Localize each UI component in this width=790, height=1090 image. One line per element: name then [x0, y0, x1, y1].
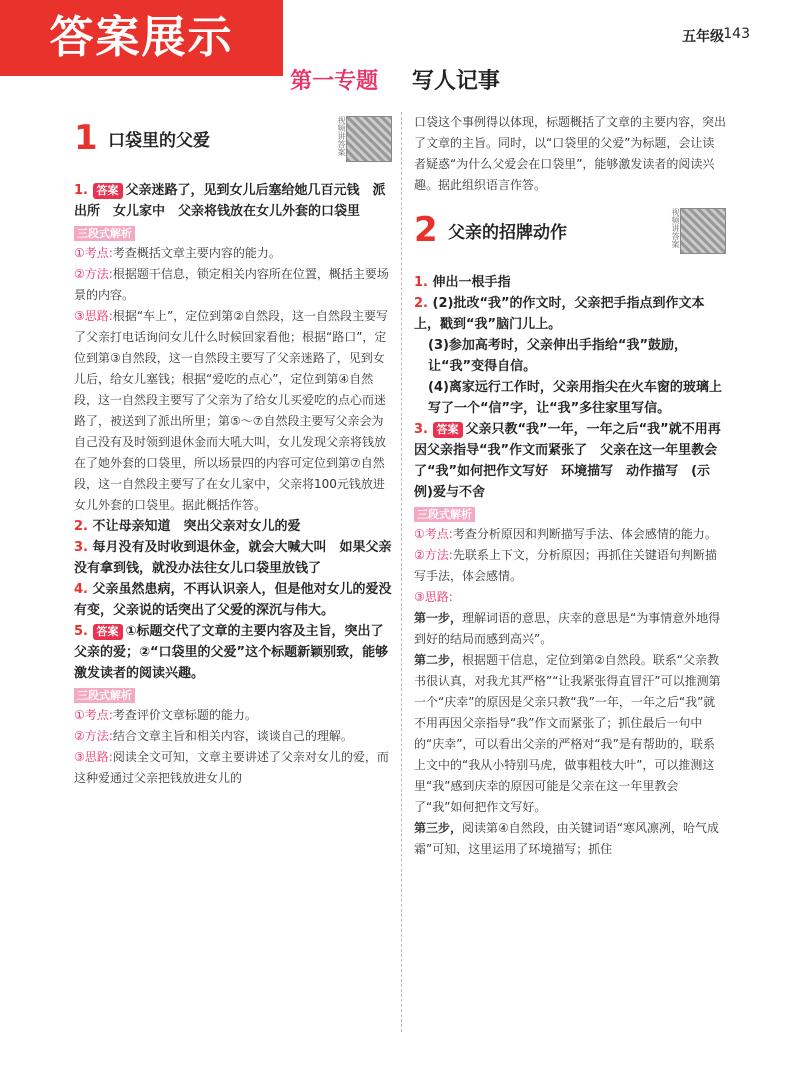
qr-code-icon[interactable] — [346, 116, 392, 162]
answer-2: 2. (2)批改“我”的作文时，父亲把手指点到作文本上，戳到“我”脑门儿上。 — [414, 296, 705, 332]
answer-2: 2. 不让母亲知道 突出父亲对女儿的爱 — [74, 519, 301, 534]
answer-3: 3. 每月没有及时收到退休金，就会大喊大叫 如果父亲没有拿到钱，就没办法往女儿口袋里放钱了 — [74, 540, 392, 576]
video-qr[interactable] — [670, 208, 726, 258]
grade-label: 五年级 — [682, 29, 724, 45]
continued-text: 口袋这个事例得以体现，标题概括了文章的主要内容，突出了文章的主旨。同时，以“口袋里的父爱”为标题，会让读者疑惑“为什么父爱会在口袋里”，能够激发读者的阅读兴趣。据此组织语言作答。 — [414, 115, 727, 192]
answer-badge: 答案 — [433, 422, 463, 438]
analysis-point: ①考点:考查分析原因和判断描写手法、体会感情的能力。 — [414, 527, 717, 541]
topic-number: 第一专题 — [290, 69, 379, 94]
qr-label: 视频讲答案 — [671, 208, 680, 248]
answer-2-line: (3)参加高考时，父亲伸出手指给“我”鼓励，让“我”变得自信。 — [428, 338, 688, 374]
analysis-point: ②方法:根据题干信息，锁定相关内容所在位置，概括主要场景的内容。 — [74, 267, 389, 302]
analysis-point: ③思路:阅读全文可知，文章主要讲述了父亲对女儿的爱，而这种爱通过父亲把钱放进女儿的 — [74, 750, 389, 785]
right-column — [414, 112, 726, 860]
answer-3: 3. 答案 父亲只教“我”一年，一年之后“我”就不用再因父亲指导“我”作文而紧张了 父亲在这一年里教会了“我”如何把作文写好 环境描写 动作描写 (示例)爱与不舍 — [414, 422, 721, 500]
analysis-point: ③思路:根据“车上”，定位到第②自然段，这一自然段主要写了父亲打电话询问女儿什么时候回家看他；根据“路口”，定位到第③自然段，这一自然段主要写了父亲迷路了，见到女儿后，给女儿塞钱；根据“爱吃的点心”，定位到第④自然段，这一自然段主要写了父亲为了给女儿买爱吃的点心而迷路了，被送到了派出所里；第⑤～⑦自然段主要写父亲会为自己没有及时领到退休金而大吼大叫，女儿发现父亲将钱放在了她外套的口袋里，所以场景四的内容可定位到第⑦自然段，这一自然段主要写了在女儿家中，父亲将100元钱放进女儿外套的口袋里。据此概括作答。 — [74, 309, 389, 512]
page-number: 143 — [723, 26, 750, 42]
answer-badge: 答案 — [93, 183, 123, 199]
step: 第一步，理解词语的意思，庆幸的意思是“为事情意外地得到好的结局而感到高兴”。 — [414, 611, 721, 646]
analysis-point: ②方法:先联系上下文，分析原因；再抓住关键语句判断描写手法，体会感情。 — [414, 548, 717, 583]
analysis-tag: 三段式解析 — [74, 226, 135, 241]
answer-1: 1. 答案 父亲迷路了，见到女儿后塞给她几百元钱 派出所 女儿家中 父亲将钱放在女儿外套的口袋里 — [74, 183, 386, 219]
step: 第二步，根据题干信息，定位到第②自然段。联系“父亲教书很认真，对我尤其严格”“让我紧张得直冒汗”可以推测第一个“庆幸”的原因是父亲只教“我”一年，一年之后“我”就不用再因父亲指导“我”作文而紧张了；抓住最后一句中的“庆幸”，可以看出父亲的严格对“我”是有帮助的，联系上文中的“我从小特别马虎，做事粗枝大叶”，可以推测这里“我”感到庆幸的原因可能是父亲在这一年里教会了“我”如何把作文写好。 — [414, 653, 721, 814]
analysis-tag: 三段式解析 — [414, 507, 475, 522]
topic-name: 写人记事 — [411, 69, 500, 94]
answer-5: 5. 答案 ①标题交代了文章的主要内容及主旨，突出了父亲的爱；②“口袋里的父爱”这个标题新颖别致，能够激发读者的阅读兴趣。 — [74, 624, 389, 681]
answer-badge: 答案 — [93, 624, 123, 640]
analysis-point: ③思路: — [414, 590, 453, 604]
left-column — [74, 112, 392, 789]
analysis-point: ①考点:考查概括文章主要内容的能力。 — [74, 246, 281, 260]
section-header — [414, 208, 726, 252]
section-header — [74, 116, 392, 160]
section-number: 1 — [74, 118, 98, 158]
answer-1: 1. 伸出一根手指 — [414, 275, 511, 290]
column-divider — [401, 112, 402, 1032]
qr-code-icon[interactable] — [680, 208, 726, 254]
section-title: 父亲的招牌动作 — [448, 222, 567, 243]
analysis-point: ②方法:结合文章主旨和相关内容，谈谈自己的理解。 — [74, 729, 353, 743]
page-title — [0, 64, 790, 95]
answer-4: 4. 父亲虽然患病，不再认识亲人，但是他对女儿的爱没有变，父亲说的话突出了父爱的深沉与伟大。 — [74, 582, 392, 618]
analysis-point: ①考点:考查评价文章标题的能力。 — [74, 708, 257, 722]
step: 第三步，阅读第④自然段，由关键词语“寒风凛冽，哈气成霜”可知，这里运用了环境描写；抓住 — [414, 821, 719, 856]
answer-2-line: (4)离家远行工作时，父亲用指尖在火车窗的玻璃上写了一个“信”字，让“我”多往家里写信。 — [428, 380, 722, 416]
answer-banner: 答案展示 — [0, 0, 283, 76]
analysis-tag: 三段式解析 — [74, 688, 135, 703]
video-qr[interactable] — [336, 116, 392, 166]
section-title: 口袋里的父爱 — [108, 130, 210, 151]
section-number: 2 — [414, 210, 438, 250]
qr-label: 视频讲答案 — [337, 116, 346, 156]
